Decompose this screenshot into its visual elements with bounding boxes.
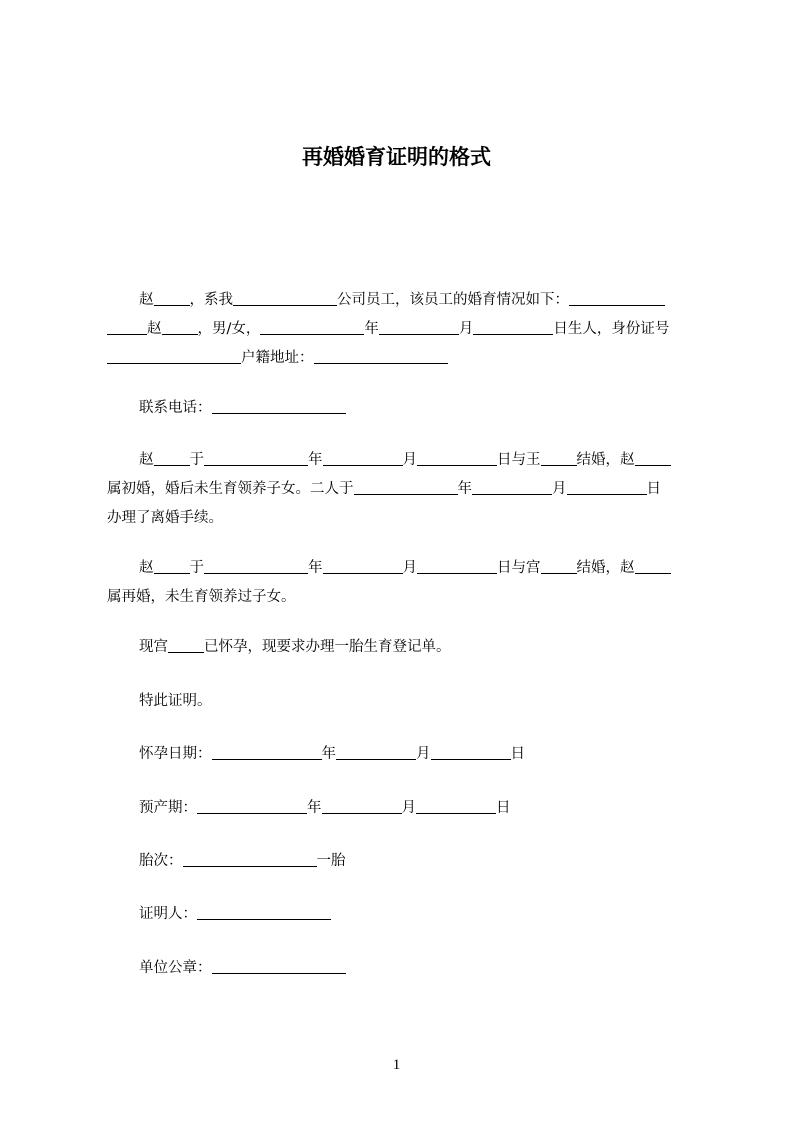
- paragraph-line: [107, 740, 703, 769]
- birth-order-paragraph: [107, 847, 703, 876]
- blank-line: [635, 450, 671, 466]
- text-segment: 年: [321, 746, 336, 762]
- text-segment: 日: [496, 800, 511, 816]
- blank-line: [323, 558, 403, 574]
- blank-line: [417, 558, 497, 574]
- pregnancy-date-paragraph: [107, 740, 703, 769]
- pregnancy-date-label: 怀孕日期：: [139, 746, 212, 762]
- phone-blank: [212, 398, 346, 414]
- first-marriage-paragraph: [107, 446, 703, 533]
- text-segment: 属初婚，婚后未生育领养子女。二人于: [107, 481, 354, 497]
- phone-label: 联系电话：: [139, 400, 212, 416]
- blank-line: [204, 450, 308, 466]
- page-number: 1: [392, 1057, 401, 1073]
- text-segment: 赵: [147, 321, 162, 337]
- text-segment: 属再婚，未生育领养过子女。: [107, 589, 296, 605]
- text-segment: 于: [189, 560, 204, 576]
- remarriage-paragraph: [107, 554, 703, 612]
- birth-order-label: 胎次：: [139, 853, 183, 869]
- text-segment: 年: [364, 321, 379, 337]
- employee-info-paragraph: [107, 286, 703, 373]
- text-segment: 年: [308, 560, 323, 576]
- blank-line: [154, 290, 190, 306]
- blank-line: [233, 290, 337, 306]
- text-segment: 日与王: [497, 452, 541, 468]
- blank-line: [197, 904, 331, 920]
- text-segment: 月: [402, 452, 417, 468]
- certification-text: 特此证明。: [139, 693, 212, 709]
- text-segment: 现宫: [139, 639, 168, 655]
- text-segment: 年: [307, 800, 322, 816]
- text-segment: 日生人，身份证号: [553, 321, 670, 337]
- blank-line: [322, 798, 402, 814]
- blank-line: [416, 798, 496, 814]
- paragraph-line: [107, 446, 703, 475]
- blank-line: [168, 637, 204, 653]
- paragraph-line: [107, 900, 703, 929]
- paragraph-line: [107, 583, 703, 612]
- company-seal-paragraph: [107, 954, 703, 983]
- paragraph-line: [107, 554, 703, 583]
- paragraph-line: [107, 847, 703, 876]
- blank-line: [314, 348, 448, 364]
- text-segment: 月: [402, 560, 417, 576]
- certifier-paragraph: [107, 900, 703, 929]
- blank-line: [472, 479, 552, 495]
- certification-paragraph: [107, 687, 703, 716]
- text-segment: ，男/女，: [197, 321, 261, 337]
- blank-line: [567, 479, 647, 495]
- blank-line: [197, 798, 307, 814]
- blank-line: [154, 558, 190, 574]
- text-segment: 结婚，赵: [576, 560, 635, 576]
- blank-line: [354, 479, 458, 495]
- text-segment: 日: [646, 481, 661, 497]
- text-segment: 结婚，赵: [576, 452, 635, 468]
- blank-line: [473, 319, 553, 335]
- blank-line: [212, 744, 322, 760]
- paragraph-line: [107, 504, 703, 533]
- text-segment: 月: [416, 746, 431, 762]
- paragraph-line: [107, 954, 703, 983]
- blank-line: [212, 958, 346, 974]
- text-segment: 月: [401, 800, 416, 816]
- text-segment: 已怀孕，现要求办理一胎生育登记单。: [204, 639, 451, 655]
- blank-line: [541, 558, 577, 574]
- paragraph-line: [107, 794, 703, 823]
- pregnancy-paragraph: [107, 633, 703, 662]
- blank-line: [336, 744, 416, 760]
- phone-paragraph: [107, 394, 703, 423]
- blank-line: [379, 319, 459, 335]
- blank-line: [154, 450, 190, 466]
- blank-line: [107, 348, 241, 364]
- blank-line: [260, 319, 364, 335]
- text-segment: 日: [510, 746, 525, 762]
- paragraph-line: [107, 286, 703, 315]
- blank-line: [162, 319, 198, 335]
- document-title: 再婚婚育证明的格式: [302, 145, 491, 169]
- blank-line: [417, 450, 497, 466]
- paragraph-line: [107, 394, 703, 423]
- blank-line: [204, 558, 308, 574]
- text-segment: 赵: [139, 560, 154, 576]
- text-segment: 月: [458, 321, 474, 337]
- blank-line: [635, 558, 671, 574]
- paragraph-line: [107, 344, 703, 373]
- paragraph-line: [107, 475, 703, 504]
- text-segment: 于: [189, 452, 204, 468]
- due-date-paragraph: [107, 794, 703, 823]
- text-segment: 赵: [139, 452, 154, 468]
- blank-line: [323, 450, 403, 466]
- text-segment: 一胎: [316, 853, 346, 869]
- text-segment: 年: [457, 481, 472, 497]
- text-segment: 月: [552, 481, 567, 497]
- due-date-label: 预产期：: [139, 800, 197, 816]
- text-segment: 赵: [139, 292, 154, 308]
- text-segment: ，系我: [189, 292, 233, 308]
- paragraph-line: [107, 315, 703, 344]
- blank-line: [431, 744, 511, 760]
- text-segment: 年: [308, 452, 323, 468]
- certifier-label: 证明人：: [139, 906, 197, 922]
- text-segment: 日与宫: [497, 560, 541, 576]
- text-segment: 公司员工，该员工的婚育情况如下：: [337, 292, 569, 308]
- text-segment: 办理了离婚手续。: [107, 510, 223, 526]
- company-seal-label: 单位公章：: [139, 960, 212, 976]
- blank-line: [569, 290, 665, 306]
- blank-line: [541, 450, 577, 466]
- blank-line: [107, 319, 147, 335]
- paragraph-line: [107, 633, 703, 662]
- blank-line: [183, 851, 317, 867]
- text-segment: 户籍地址：: [241, 350, 314, 366]
